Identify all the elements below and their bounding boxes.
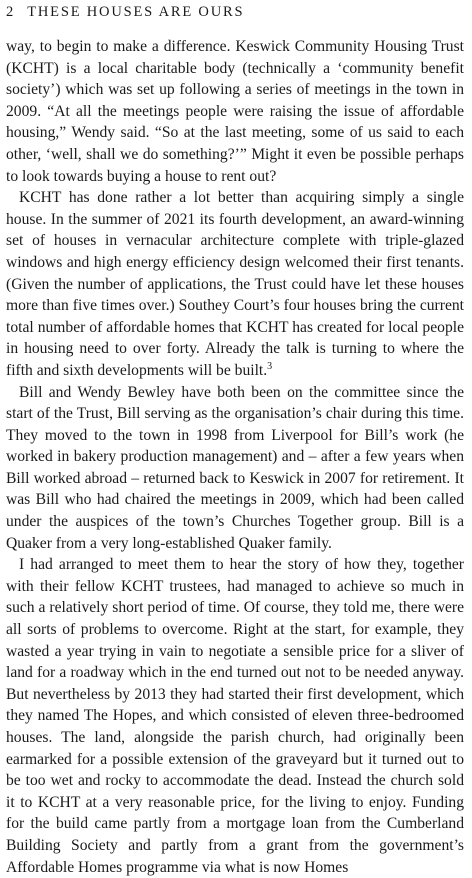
paragraph-text: KCHT has done rather a lot better than acquiring simply a single house. In the summer of 2021 its fourth development, an award-winning set of houses in vernacular architecture complete with triple-glazed windows and high energy efficiency design welcomed their first tenants. (Given the number of applications, the Trust could have let these houses more than five times over.) Southey Court’s four houses bring the current total number of affordable homes that KCHT has created for local people in housing need to over forty. Already the talk is turning to where the fifth and sixth developments will be built. <box>6 189 464 379</box>
running-head <box>6 0 464 26</box>
page-number: 2 <box>6 4 14 20</box>
footnote-marker: 3 <box>267 360 273 372</box>
paragraph-kcht-development <box>6 187 464 381</box>
paragraph-meeting: I had arranged to meet them to hear the story of how they, together with their fellow KCHT trustees, had managed to achieve so much in such a relatively short period of time. Of course, they told me, there were all sorts of problems to overcome. Right at the start, for example, they wasted a year trying in vain to negotiate a sensible price for a sliver of land for a roadway which in the end turned out not to be needed anyway. But nevertheless by 2013 they had started their first development, which they named The Hopes, and which consisted of eleven three-bedroomed houses. The land, alongside the parish church, had originally been earmarked for a possible extension of the graveyard but it turned out to be too wet and rocky to accommodate the dead. Instead the church sold it to KCHT at a very reasonable price, for the living to enjoy. Funding for the build came partly from a mortgage loan from the Cumberland Building Society and partly from a grant from the government’s Affordable Homes programme via what is now Homes <box>6 556 464 876</box>
paragraph-continued: way, to begin to make a difference. Keswick Community Housing Trust (KCHT) is a local charitable body (technically a ‘community benefit society’) which was set up following a series of meetings in the town in 2009. “At all the meetings people were raising the issue of affordable housing,” Wendy said. “So at the last meeting, some of us said to each other, ‘well, shall we do something?’” Might it even be possible perhaps to look towards buying a house to rent out? <box>6 38 464 185</box>
paragraph-bewleys: Bill and Wendy Bewley have both been on the committee since the start of the Trust, Bill serving as the organisation’s chair during this time. They moved to the town in 1998 from Liverpool for Bill’s work (he worked in bakery production management) and – after a few years when Bill worked abroad – returned back to Keswick in 2007 for retirement. It was Bill who had chaired the meetings in 2009, which had been called under the auspices of the town’s Churches Together group. Bill is a Quaker from a very long-established Quaker family. <box>6 383 464 552</box>
running-title: THESE HOUSES ARE OURS <box>27 4 245 20</box>
body-text <box>6 36 464 878</box>
